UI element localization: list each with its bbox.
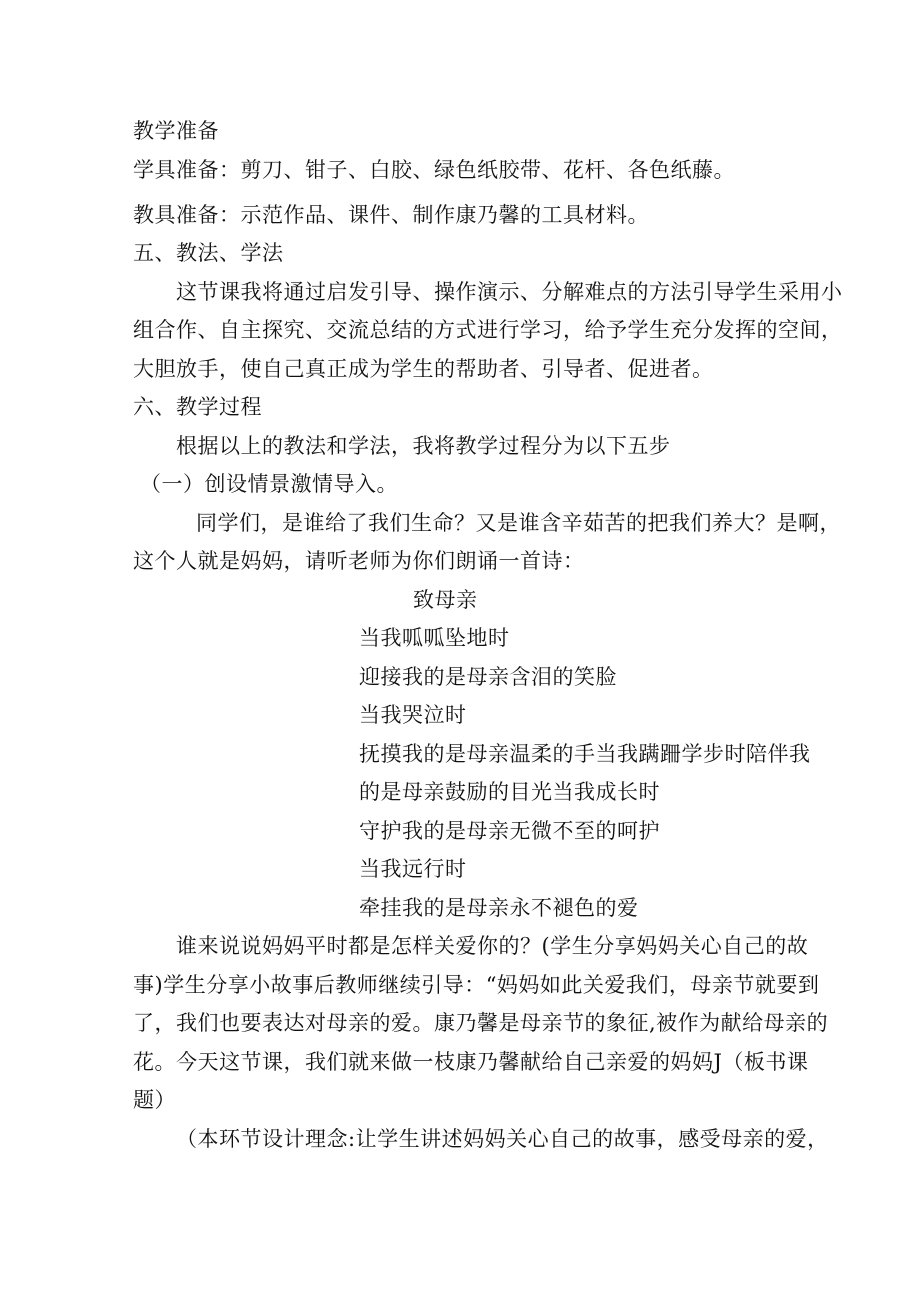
poem-line: 当我远行时	[359, 857, 467, 881]
teacher-tools-line: 教具准备：示范作品、课件、制作康乃馨的工具材料。	[133, 203, 649, 227]
poem-line: 牵挂我的是母亲永不褪色的爱	[359, 896, 639, 920]
poem-line: 当我呱呱坠地时	[359, 626, 510, 650]
poem-title: 致母亲	[413, 588, 478, 612]
followup-line: 事)学生分享小故事后教师继续引导：“妈妈如此关爱我们，母亲节就要到	[133, 973, 820, 997]
poem-line: 迎接我的是母亲含泪的笑脸	[359, 665, 617, 689]
followup-line: 谁来说说妈妈平时都是怎样关爱你的？(学生分享妈妈关心自己的故	[176, 934, 809, 958]
step1-heading: （一）创设情景激情导入。	[140, 472, 398, 496]
step1-line: 这个人就是妈妈，请听老师为你们朗诵一首诗：	[133, 549, 585, 573]
methods-paragraph-line: 大胆放手，使自己真正成为学生的帮助者、引导者、促进者。	[133, 357, 714, 381]
student-tools-line: 学具准备：剪刀、钳子、白胶、绿色纸胶带、花杆、各色纸藤。	[133, 158, 735, 182]
methods-paragraph-line: 组合作、自主探究、交流总结的方式进行学习，给予学生充分发挥的空间，	[133, 318, 843, 342]
step1-line: 同学们，是谁给了我们生命？又是谁含辛茹苦的把我们养大？是啊，	[196, 511, 841, 535]
poem-line: 的是母亲鼓励的目光当我成长时	[359, 780, 660, 804]
prep-heading: 教学准备	[133, 119, 219, 143]
process-heading: 六、教学过程	[133, 395, 262, 419]
poem-line: 守护我的是母亲无微不至的呵护	[359, 819, 660, 843]
process-intro: 根据以上的教法和学法，我将教学过程分为以下五步	[176, 434, 671, 458]
followup-line: 花。今天这节课，我们就来做一枝康乃馨献给自己亲爱的妈妈J（板书课	[133, 1050, 809, 1074]
followup-line: 题）	[133, 1088, 176, 1112]
methods-paragraph-line: 这节课我将通过启发引导、操作演示、分解难点的方法引导学生采用小	[176, 280, 843, 304]
methods-heading: 五、教法、学法	[133, 241, 284, 265]
design-note-line: （本环节设计理念:让学生讲述妈妈关心自己的故事，感受母亲的爱，	[176, 1127, 829, 1151]
poem-line: 抚摸我的是母亲温柔的手当我蹒跚学步时陪伴我	[359, 742, 811, 766]
followup-line: 了，我们也要表达对母亲的爱。康乃馨是母亲节的象征,被作为献给母亲的	[133, 1011, 829, 1035]
poem-line: 当我哭泣时	[359, 703, 467, 727]
